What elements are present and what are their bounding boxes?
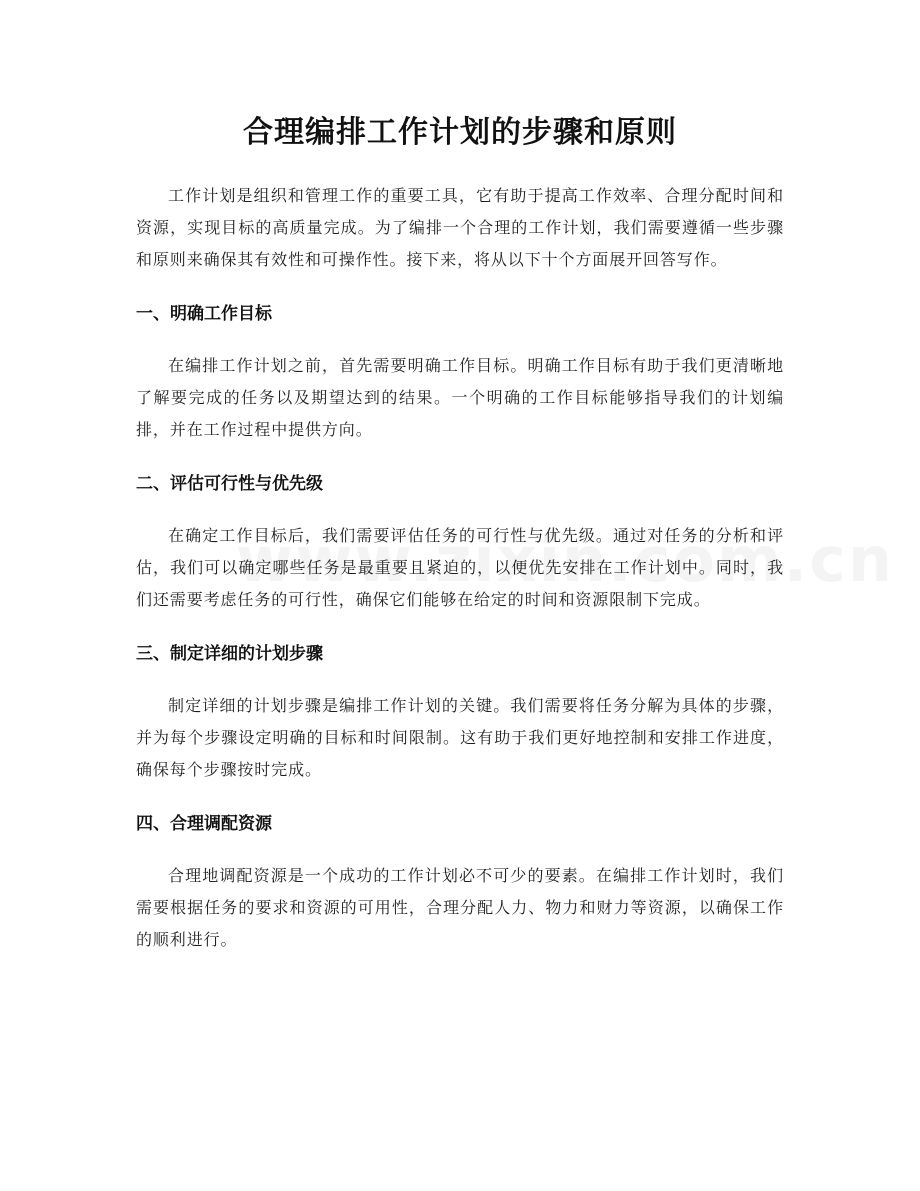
document-title: 合理编排工作计划的步骤和原则 [243,115,677,150]
section-paragraph-2: 在确定工作目标后，我们需要评估任务的可行性与优先级。通过对任务的分析和评估，我们可以确定哪些任务是最重要且紧迫的，以便优先安排在工作计划中。同时，我们还需要考虑任务的可行性，确保它们能够在给定的时间和资源限制下完成。 [136,526,784,609]
section-heading-4: 四、合理调配资源 [136,814,272,834]
intro-paragraph: 工作计划是组织和管理工作的重要工具，它有助于提高工作效率、合理分配时间和资源，实现目标的高质量完成。为了编排一个合理的工作计划，我们需要遵循一些步骤和原则来确保其有效性和可操作性。接下来，将从以下十个方面展开回答写作。 [136,186,784,269]
section-paragraph-1: 在编排工作计划之前，首先需要明确工作目标。明确工作目标有助于我们更清晰地了解要完成的任务以及期望达到的结果。一个明确的工作目标能够指导我们的计划编排，并在工作过程中提供方向。 [136,356,784,439]
section-paragraph-4: 合理地调配资源是一个成功的工作计划必不可少的要素。在编排工作计划时，我们需要根据任务的要求和资源的可用性，合理分配人力、物力和财力等资源，以确保工作的顺利进行。 [136,866,784,949]
section-paragraph-3: 制定详细的计划步骤是编排工作计划的关键。我们需要将任务分解为具体的步骤，并为每个步骤设定明确的目标和时间限制。这有助于我们更好地控制和安排工作进度，确保每个步骤按时完成。 [136,696,784,779]
document-body [136,180,784,956]
section-heading-1: 一、明确工作目标 [136,304,272,324]
section-heading-2: 二、评估可行性与优先级 [136,474,323,494]
section-heading-3: 三、制定详细的计划步骤 [136,644,323,664]
